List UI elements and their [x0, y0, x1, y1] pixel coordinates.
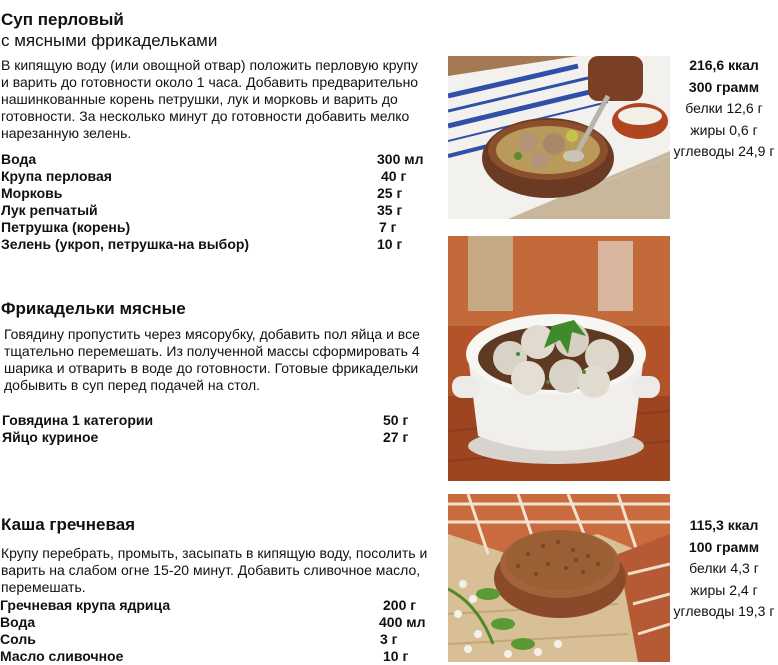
soup-photo [448, 56, 670, 219]
recipe-title-soup: Суп перловый [1, 10, 124, 29]
nutrition-fat: жиры 0,6 г [690, 121, 758, 138]
ingredient-qty: 300 мл [377, 151, 424, 167]
recipe-title-meatballs: Фрикадельки мясные [1, 299, 186, 318]
buckwheat-photo [448, 494, 670, 662]
ingredient-name: Масло сливочное [0, 648, 124, 664]
ingredient-qty: 10 г [377, 236, 403, 252]
ingredient-qty: 50 г [383, 412, 409, 428]
nutrition-protein: белки 4,3 г [689, 560, 759, 576]
ingredient-name: Соль [0, 631, 36, 647]
recipe-description-buckwheat [1, 545, 446, 596]
ingredient-name: Крупа перловая [1, 168, 112, 184]
description-line: перемешать. [1, 579, 86, 595]
ingredient-qty: 25 г [377, 185, 403, 201]
ingredient-name: Яйцо куриное [2, 429, 99, 445]
ingredient-name: Зелень (укроп, петрушка-на выбор) [1, 236, 250, 252]
ingredient-qty: 10 г [383, 648, 409, 664]
description-line: нарезанную зелень. [1, 125, 132, 141]
description-line: Говядину пропустить через мясорубку, добавить пол яйца и все [4, 326, 420, 342]
description-line: добывить в суп перед подачей на стол. [4, 377, 261, 393]
ingredient-name: Вода [1, 151, 37, 167]
recipe-description-meatballs [4, 326, 444, 394]
ingredient-name: Говядина 1 категории [2, 412, 154, 428]
description-line: и варить до готовности около 1 часа. Добавить предварительно [1, 74, 419, 90]
nutrition-weight: 300 грамм [688, 78, 760, 95]
ingredient-qty: 200 г [383, 597, 417, 613]
nutrition-buckwheat [672, 515, 776, 623]
description-line: Крупу перебрать, промыть, засыпать в кипящую воду, посолить и [1, 545, 428, 561]
description-line: тщательно перемешать. Из полученной массы сформировать 4 [4, 343, 420, 359]
description-line: варить на слабом огне 15-20 минут. Добавить сливочное масло, [1, 562, 421, 578]
ingredient-name: Лук репчатый [1, 202, 98, 218]
nutrition-kcal: 216,6 ккал [689, 57, 759, 73]
ingredient-qty: 3 г [380, 631, 398, 647]
nutrition-weight: 100 грамм [688, 538, 760, 555]
nutrition-soup [672, 55, 776, 163]
ingredient-qty: 40 г [381, 168, 407, 184]
ingredient-qty: 7 г [379, 219, 397, 235]
nutrition-fat: жиры 2,4 г [690, 581, 758, 598]
description-line: нашинкованные корень петрушки, лук и морковь и варить до [1, 91, 398, 107]
ingredient-name: Вода [0, 614, 36, 630]
recipe-description-soup [1, 57, 441, 142]
nutrition-carbs: углеводы 19,3 г [673, 603, 775, 619]
description-line: готовности. За несколько минут до готовности добавить мелко [1, 108, 410, 124]
nutrition-carbs: углеводы 24,9 г [673, 143, 775, 159]
ingredient-qty: 35 г [377, 202, 403, 218]
ingredient-name: Петрушка (корень) [1, 219, 131, 235]
nutrition-protein: белки 12,6 г [685, 100, 763, 116]
ingredient-qty: 400 мл [379, 614, 426, 630]
description-line: шарика и отварить в воде до готовности. Готовые фрикадельки [4, 360, 419, 376]
recipe-title-buckwheat: Каша гречневая [1, 515, 136, 534]
meatballs-photo [448, 236, 670, 481]
ingredient-name: Гречневая крупа ядрица [0, 597, 171, 613]
ingredient-qty: 27 г [383, 429, 409, 445]
nutrition-kcal: 115,3 ккал [689, 517, 759, 533]
ingredient-name: Морковь [1, 185, 63, 201]
recipe-subtitle-soup: с мясными фрикадельками [1, 31, 218, 50]
description-line: В кипящую воду (или овощной отвар) положить перловую крупу [1, 57, 418, 73]
